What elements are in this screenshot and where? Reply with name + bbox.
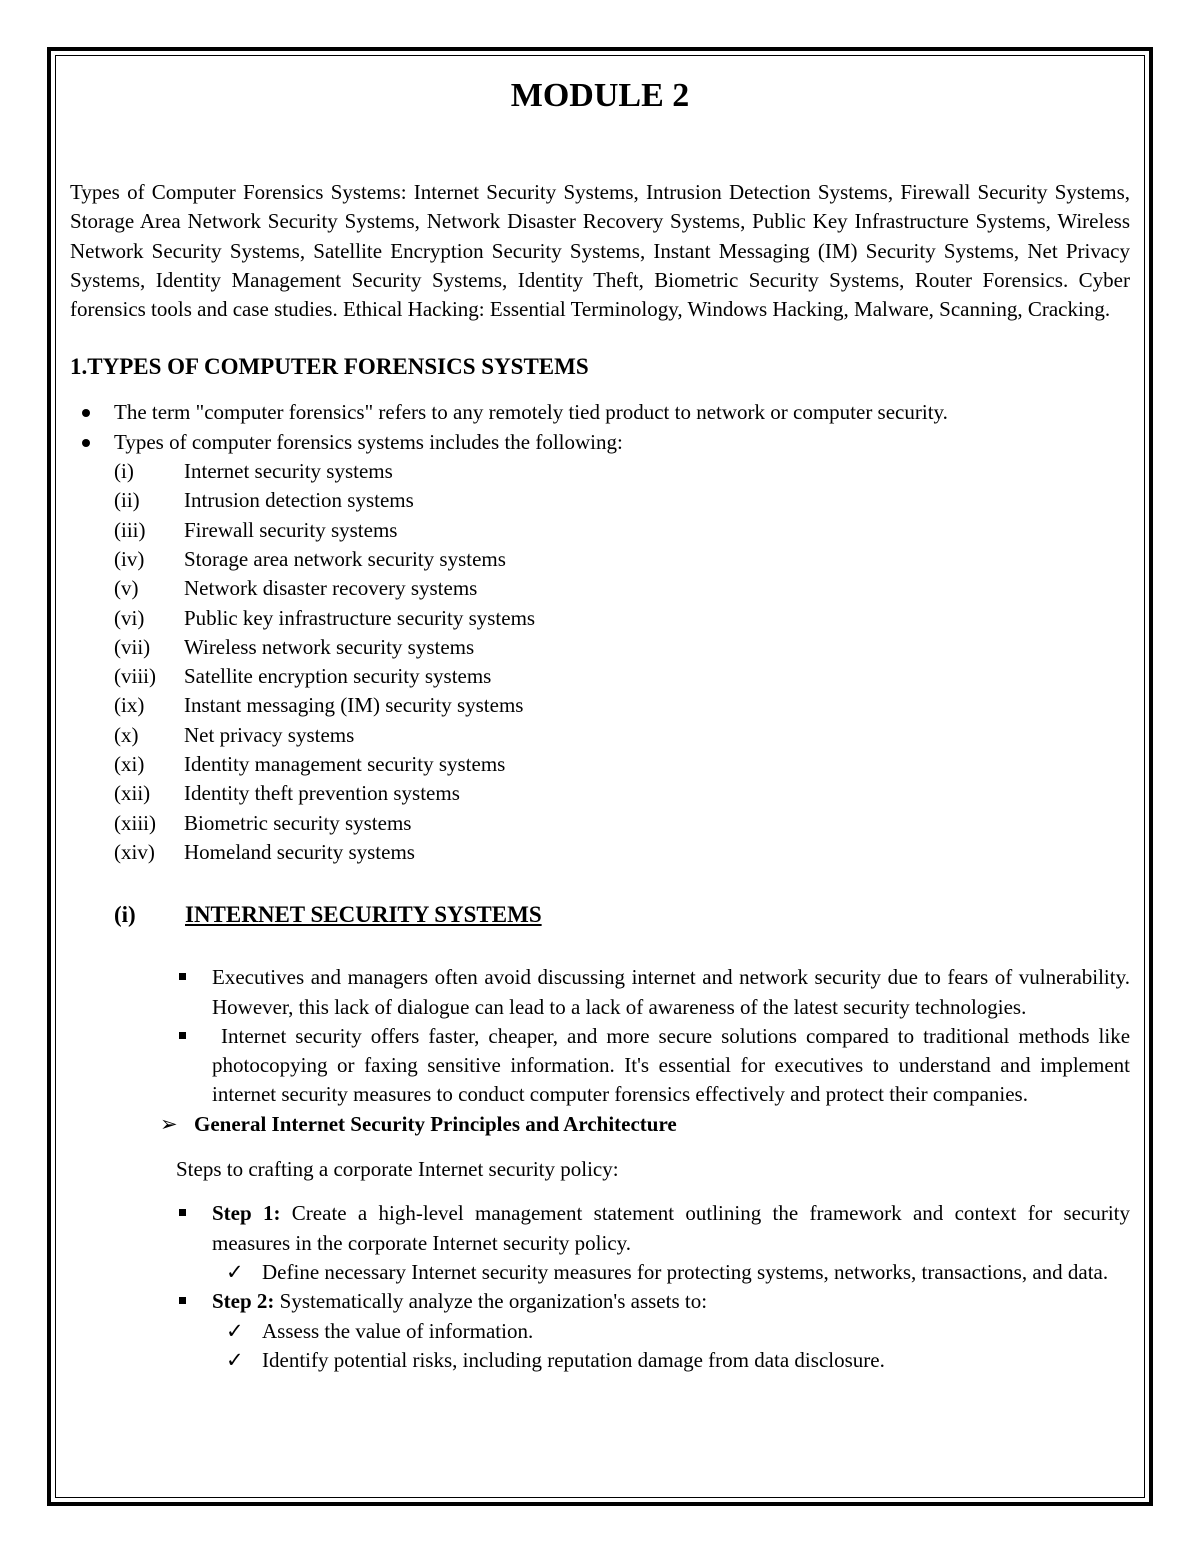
list-number: (v) (114, 576, 139, 601)
list-label: Public key infrastructure security systems (184, 605, 536, 630)
check-text: Define necessary Internet security measures for protecting systems, networks, transactions, and data. (262, 1259, 1109, 1284)
bullet-dot-icon (82, 439, 90, 447)
list-label: Identity management security systems (184, 752, 506, 777)
list-item (174, 963, 1130, 1022)
list-number: (iv) (114, 546, 145, 571)
bullet-item (70, 398, 1130, 427)
step-item (174, 1199, 1136, 1258)
list-label: Homeland security systems (184, 839, 415, 864)
intro-bullet-list (70, 398, 1130, 457)
module-title: MODULE 2 (510, 77, 690, 114)
list-item (114, 486, 1130, 515)
square-bullet-icon (179, 1297, 186, 1304)
policy-steps (174, 1199, 1136, 1375)
list-label: Internet security systems (184, 459, 393, 484)
steps-intro: Steps to crafting a corporate Internet security policy: (176, 1157, 619, 1182)
checkmark-icon: ✓ (226, 1259, 244, 1284)
list-number: (ii) (114, 488, 140, 513)
point-text: Internet security offers faster, cheaper, and more secure solutions compared to traditional methods like photocopying or faxing sensitive information. It's essential for executives to understand and implement internet security measures to conduct computer forensics effectively and protect their companies. (212, 1023, 1136, 1107)
list-label: Storage area network security systems (184, 546, 506, 571)
list-item (114, 574, 1130, 603)
module-abstract: Types of Computer Forensics Systems: Internet Security Systems, Intrusion Detection Systems, Firewall Security Systems, Storage Area Network Security Systems, Network Disaster Recovery Systems, Public Key Infrastructure Systems, Wireless Network Security Systems, Satellite Encryption Security Systems, Instant Messaging (IM) Security Systems, Net Privacy Systems, Identity Management Security Systems, Identity Theft, Biometric Security Systems, Router Forensics. Cyber forensics tools and case studies. Ethical Hacking: Essential Terminology, Windows Hacking, Malware, Scanning, Cracking. (70, 180, 1130, 322)
list-number: (xii) (114, 781, 151, 806)
list-item (114, 809, 1130, 838)
types-list (70, 457, 1130, 867)
list-item (114, 662, 1130, 691)
step-checklist (212, 1258, 1130, 1287)
bullet-text: The term "computer forensics" refers to any remotely tied product to network or computer security. (114, 400, 948, 425)
point-text: Executives and managers often avoid discussing internet and network security due to fears of vulnerability. However, this lack of dialogue can lead to a lack of awareness of the latest security technologies. (212, 965, 1130, 1019)
checkmark-icon: ✓ (226, 1347, 244, 1372)
check-item (212, 1258, 1130, 1287)
list-item (114, 838, 1130, 867)
step-checklist (212, 1317, 1130, 1376)
list-label: Satellite encryption security systems (184, 664, 492, 689)
list-number: (iii) (114, 517, 146, 542)
list-number: (xi) (114, 752, 145, 777)
page-content (70, 70, 1136, 1375)
square-bullet-icon (179, 973, 186, 980)
check-text: Assess the value of information. (262, 1318, 534, 1343)
list-item (114, 516, 1130, 545)
checkmark-icon: ✓ (226, 1318, 244, 1343)
principles-heading (160, 1110, 1130, 1139)
list-number: (xiv) (114, 839, 155, 864)
list-label: Network disaster recovery systems (184, 576, 478, 601)
list-label: Firewall security systems (184, 517, 398, 542)
list-number: (viii) (114, 664, 156, 689)
check-item (212, 1317, 1130, 1346)
list-item (114, 545, 1130, 574)
principles-heading-text: General Internet Security Principles and Architecture (194, 1111, 677, 1136)
list-item (114, 691, 1130, 720)
bullet-text: Types of computer forensics systems includes the following: (114, 429, 623, 454)
step-label: Step 2: (212, 1289, 275, 1314)
square-bullet-icon (179, 1032, 186, 1039)
list-number: (xiii) (114, 810, 156, 835)
list-number: (vi) (114, 605, 145, 630)
list-item (114, 604, 1130, 633)
check-item (212, 1346, 1130, 1375)
list-number: (x) (114, 722, 139, 747)
list-number: (vii) (114, 634, 151, 659)
step-text: Systematically analyze the organization's assets to: (274, 1289, 708, 1314)
list-item (114, 457, 1130, 486)
list-label: Net privacy systems (184, 722, 355, 747)
list-item (114, 721, 1130, 750)
bullet-item (70, 428, 1130, 457)
list-label: Intrusion detection systems (184, 488, 414, 513)
internet-security-points (174, 963, 1136, 1109)
list-item (174, 1022, 1136, 1110)
section-heading-types: 1.TYPES OF COMPUTER FORENSICS SYSTEMS (70, 354, 589, 380)
list-item (114, 633, 1130, 662)
list-number: (i) (114, 459, 134, 484)
subsection-title: INTERNET SECURITY SYSTEMS (185, 902, 542, 928)
list-item (114, 779, 1130, 808)
step-item (174, 1287, 1130, 1316)
list-label: Instant messaging (IM) security systems (184, 693, 524, 718)
list-label: Biometric security systems (184, 810, 412, 835)
subsection-heading (114, 900, 1130, 930)
check-text: Identify potential risks, including reputation damage from data disclosure. (262, 1347, 885, 1372)
subsection-number: (i) (114, 902, 136, 928)
list-label: Identity theft prevention systems (184, 781, 460, 806)
step-label: Step 1: (212, 1201, 281, 1226)
arrow-bullet-icon: ➢ (160, 1111, 178, 1136)
bullet-dot-icon (82, 409, 90, 417)
step-text: Create a high-level management statement outlining the framework and context for security measures in the corporate Internet security policy. (212, 1201, 1136, 1255)
list-item (114, 750, 1130, 779)
list-label: Wireless network security systems (184, 634, 475, 659)
square-bullet-icon (179, 1209, 186, 1216)
list-number: (ix) (114, 693, 145, 718)
